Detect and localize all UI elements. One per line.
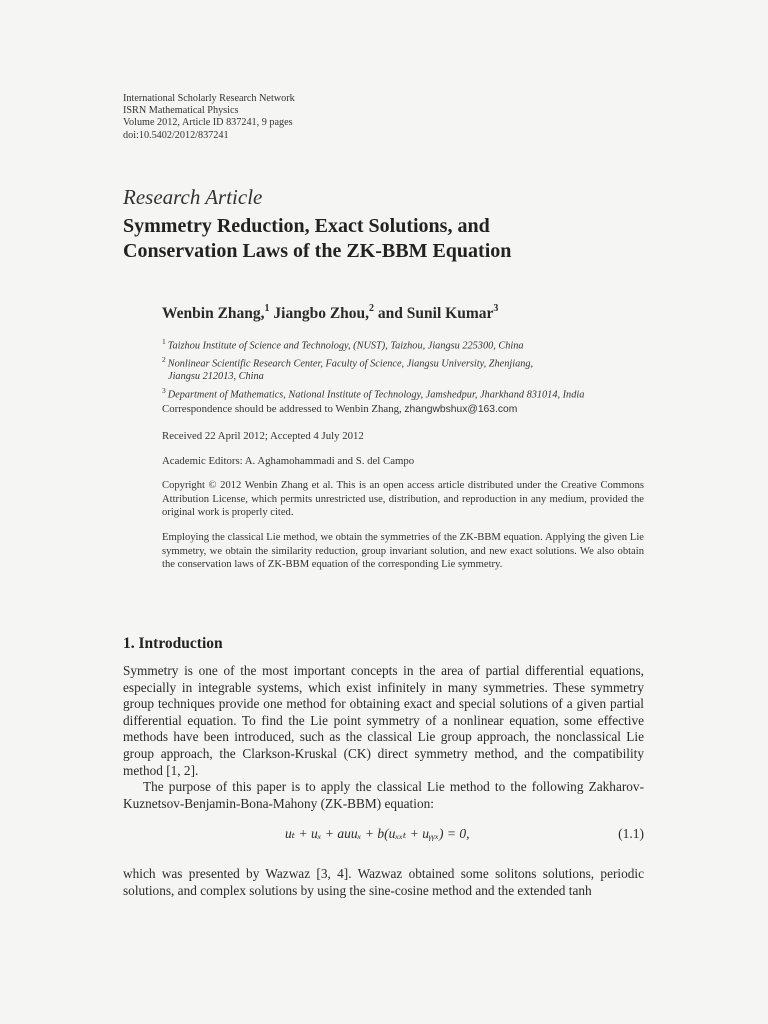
- title-line: Conservation Laws of the ZK-BBM Equation: [123, 240, 512, 262]
- journal-network: International Scholarly Research Network: [123, 93, 295, 104]
- journal-name: ISRN Mathematical Physics: [123, 105, 239, 117]
- author-name: and Sunil Kumar: [377, 305, 494, 323]
- author-list: [162, 304, 498, 323]
- affiliation-marker: 2: [369, 303, 375, 314]
- section-heading: 1. Introduction: [123, 635, 223, 652]
- correspondence: [162, 403, 642, 415]
- equation-1-1: [123, 826, 644, 846]
- journal-volume: Volume 2012, Article ID 837241, 9 pages: [123, 117, 293, 129]
- academic-editors: Academic Editors: A. Aghamohammadi and S. del Campo: [162, 455, 415, 467]
- author-name: Jiangbo Zhou,: [273, 305, 370, 323]
- correspondence-text: Correspondence should be addressed to Wenbin Zhang,: [162, 403, 402, 415]
- paragraph: which was presented by Wazwaz [3, 4]. Wazwaz obtained some solitons solutions, periodic solutions, and complex solutions by using the sine-cosine method and the extended tanh: [123, 866, 644, 898]
- equation-body: uₜ + uₓ + auuₓ + b(uₓₓₜ + uᵧᵧₓ) = 0,: [285, 826, 470, 841]
- paragraph: Symmetry is one of the most important concepts in the area of partial differential equations, especially in integrable systems, which exist infinitely in many symmetries. These symmetry group techniques provide one method for obtaining exact and special solutions of a given partial differential equation. To find the Lie point symmetry of a nonlinear equation, some effective methods have been introduced, such as the classical Lie group approach, the nonclassical Lie group approach, the Clarkson-Kruskal (CK) direct symmetry method, and the compatibility method [1, 2].: [123, 663, 644, 778]
- correspondence-email[interactable]: zhangwbshux@163.com: [404, 404, 518, 415]
- affiliation-marker: 1: [162, 337, 166, 346]
- journal-doi[interactable]: doi:10.5402/2012/837241: [123, 129, 229, 141]
- affiliation-marker: 3: [162, 385, 166, 395]
- affiliation-2: [162, 353, 662, 371]
- affiliation-marker: 1: [264, 303, 270, 314]
- journal-header: [123, 93, 295, 142]
- introduction-body-continued: [123, 866, 644, 899]
- author-name: Wenbin Zhang,: [162, 305, 265, 323]
- paragraph: The purpose of this paper is to apply the classical Lie method to the following Zakharov-Kuznetsov-Benjamin-Bona-Mahony (ZK-BBM) equation:: [123, 779, 644, 811]
- equation-number: (1.1): [618, 826, 644, 841]
- affiliation-marker: 3: [493, 303, 499, 314]
- affiliation-1: [162, 335, 662, 353]
- copyright-notice: Copyright © 2012 Wenbin Zhang et al. This is an open access article distributed under the Creative Commons Attribution License, which permits unrestricted use, distribution, and reproduction in any medium, provided the original work is properly cited.: [162, 480, 644, 519]
- affiliation-marker: 2: [162, 354, 166, 364]
- paper-title: [123, 214, 663, 264]
- received-dates: Received 22 April 2012; Accepted 4 July 2012: [162, 430, 364, 442]
- affiliation-text: Taizhou Institute of Science and Technology, (NUST), Taizhou, Jiangsu 225300, China: [167, 340, 524, 352]
- article-type: Research Article: [123, 185, 263, 209]
- title-line: Symmetry Reduction, Exact Solutions, and: [123, 215, 490, 237]
- affiliations: [162, 335, 662, 401]
- affiliation-text: Nonlinear Scientific Research Center, Faculty of Science, Jiangsu University, Zhenjiang,: [167, 358, 534, 370]
- affiliation-3: [162, 384, 662, 402]
- affiliation-2-continued: Jiangsu 212013, China: [168, 371, 264, 383]
- introduction-body: [123, 663, 644, 812]
- abstract: Employing the classical Lie method, we obtain the symmetries of the ZK-BBM equation. Applying the given Lie symmetry, we obtain the similarity reduction, group invariant solution, and new exact solutions. We also obtain the conservation laws of ZK-BBM equation of the corresponding Lie symmetry.: [162, 532, 644, 571]
- affiliation-text: Department of Mathematics, National Institute of Technology, Jamshedpur, Jharkhand 831014, India: [167, 389, 585, 401]
